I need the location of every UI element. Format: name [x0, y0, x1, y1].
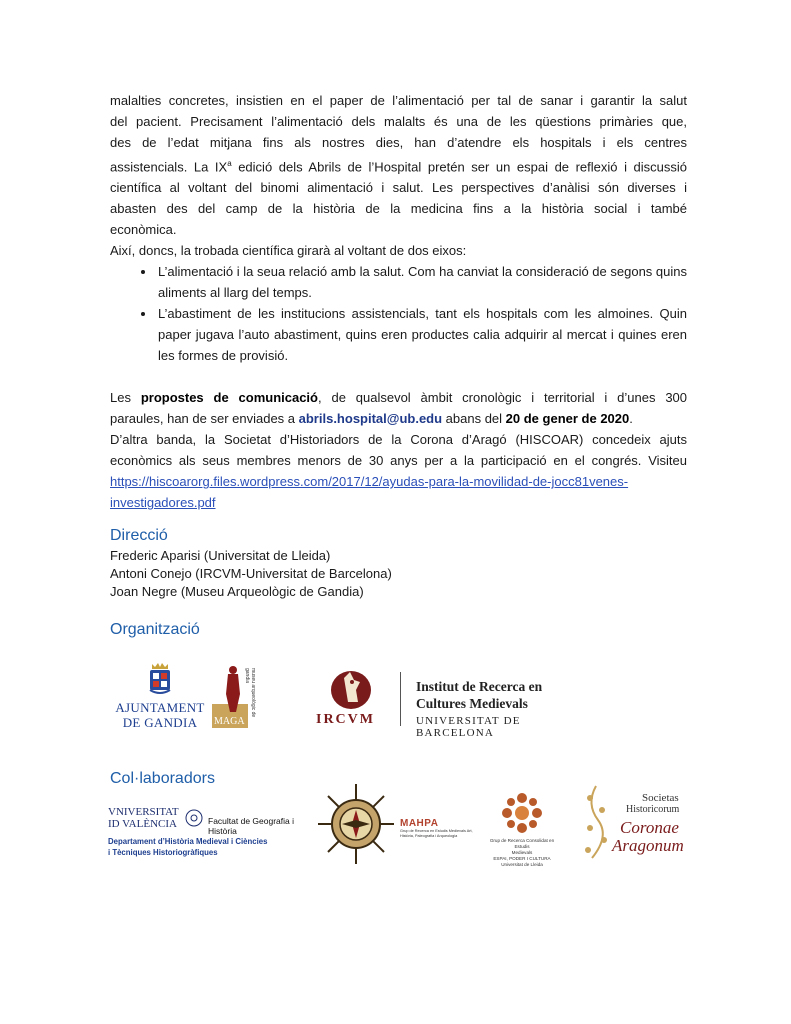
- body-line: des de l’edat mitjana fins als nostres dies, han d’atendre els hospitals i els centres: [110, 135, 687, 150]
- faculty-name: Facultat de Geografia i Història: [208, 816, 294, 836]
- ircvm-title-line2: Cultures Medievals: [416, 696, 528, 711]
- director-name: Antoni Conejo (IRCVM-Universitat de Barcelona): [110, 566, 392, 582]
- director-name: Joan Negre (Museu Arqueològic de Gandia): [110, 584, 364, 600]
- body-line: [110, 153, 687, 177]
- body-text: assistencials. La IX: [110, 159, 228, 175]
- soc-line1: Societas: [642, 792, 679, 804]
- ircvm-name: IRCVM: [316, 712, 375, 727]
- body-line: econòmica.: [110, 222, 177, 238]
- direccio-heading: Direcció: [110, 527, 168, 545]
- ajuntament-gandia-logo: [112, 662, 208, 732]
- uv-line1: VNIVERSITAT: [108, 806, 179, 818]
- maga-vertical-text: museu arqueològic de gandia: [244, 668, 256, 718]
- ornament-rosette-icon: [499, 790, 545, 836]
- dept-line2: i Tècniques Historiogràfiques: [108, 848, 218, 857]
- maga-text: MAGA: [214, 716, 245, 727]
- document-body: [110, 90, 687, 641]
- gandia-crest-icon: [146, 662, 174, 696]
- body-text: paraules, han de ser enviades a: [110, 411, 299, 427]
- axes-list: [110, 261, 687, 366]
- gandia-line2: DE GANDIA: [122, 715, 198, 730]
- body-line: D’altra banda, la Societat d’Historiadors de la Corona d’Aragó (HISCOAR) concedeix ajuts: [110, 432, 687, 448]
- proposals-paragraph: [110, 387, 687, 513]
- body-line: [110, 408, 687, 429]
- soc-line2: Historicorum: [626, 804, 680, 815]
- ircvm-title-line1: Institut de Recerca en: [416, 679, 543, 694]
- hiscoar-url-link-cont[interactable]: investigadores.pdf: [110, 495, 216, 511]
- body-line: del pacient. Precisament l’alimentació dels malalts és una de les qüestions primàries que,: [110, 114, 687, 129]
- compass-wheel-icon: [316, 782, 396, 866]
- mahpa-name: MAHPA: [400, 818, 439, 829]
- lleida-line2: Medievals: [511, 850, 533, 855]
- espai-poder-cultura-logo: [484, 790, 560, 867]
- direccio-list: [110, 547, 687, 601]
- mahpa-logo: [400, 818, 480, 842]
- colaboradors-heading: Col·laboradors: [110, 770, 215, 787]
- email-link[interactable]: abrils.hospital@ub.edu: [298, 411, 443, 427]
- intro-paragraph: [110, 90, 687, 261]
- universitat-valencia-logo: [108, 806, 313, 862]
- ircvm-logo: [312, 668, 602, 739]
- body-text: abans del: [442, 411, 506, 427]
- body-line: [110, 387, 687, 408]
- list-item: • L’abastiment de les institucions assistencials, tant els hospitals com les almoines. Quin paper jugava l’auto abastiment, quins eren productes calia adquirir al mercat i quines eren les formes de provisió.: [156, 303, 687, 366]
- gandia-line1: AJUNTAMENT: [115, 700, 205, 715]
- ircvm-emblem-icon: [320, 668, 382, 710]
- lleida-line1: Grup de Recerca Consolidat en Estudis: [489, 838, 555, 849]
- director-name: Frederic Aparisi (Universitat de Lleida): [110, 548, 331, 564]
- vine-ornament-icon: [576, 784, 616, 860]
- uv-line2: ID VALÈNCIA: [108, 818, 177, 830]
- uv-seal-icon: [184, 808, 204, 828]
- deadline-date: 20 de gener de 2020: [505, 411, 630, 427]
- hiscoar-url-link[interactable]: https://hiscoarorg.files.wordpress.com/2017/12/ayudas-para-la-movilidad-de-jocc81venes-: [110, 474, 629, 490]
- body-line: abasten des del camp de la història de la medicina fins a la història social i també: [110, 201, 687, 217]
- body-line: malalties concretes, insistien en el paper de l’alimentació per tal de sanar i garantir la salut: [110, 93, 687, 108]
- soc-line3: Coronae: [620, 818, 679, 837]
- lleida-line4: Universitat de Lleida: [501, 862, 543, 867]
- body-text: Les: [110, 390, 141, 406]
- proposals-highlight: propostes de comunicació: [140, 390, 318, 406]
- body-text: .: [629, 411, 633, 427]
- ircvm-university: UNIVERSITAT DE BARCELONA: [416, 715, 521, 739]
- body-line: científica al voltant del binomi alimentació i salut. Les perspectives d’anàlisi són diverses i: [110, 180, 687, 196]
- lleida-line3: ESPAI, PODER I CULTURA: [493, 856, 551, 861]
- soc-line4: Aragonum: [612, 836, 684, 855]
- maga-logo: [212, 664, 262, 728]
- dept-line1: Departament d’Història Medieval i Ciències: [108, 837, 268, 846]
- axes-intro: Així, doncs, la trobada científica girarà al voltant de dos eixos:: [110, 243, 467, 259]
- body-line: econòmics als seus membres menors de 30 anys per a la participació en el congrés. Visiteu: [110, 453, 687, 469]
- mahpa-subtitle: Grup de Recerca en Estudis Medievals Art, Història, Paleografia i Arqueologia: [400, 829, 473, 838]
- compass-rose-logo: [316, 782, 396, 866]
- superscript: a: [227, 159, 232, 168]
- body-text: , de qualsevol àmbit cronològic i territorial i d’unes 300: [318, 390, 688, 406]
- societas-historicorum-logo: [576, 784, 686, 860]
- body-text: edició dels Abrils de l’Hospital pretén ser un espai de reflexió i discussió: [231, 159, 687, 175]
- organitzacio-heading: Organització: [110, 621, 200, 639]
- list-item: • L’alimentació i la seua relació amb la salut. Com ha canviat la consideració de segons quins aliments al llarg del temps.: [156, 261, 687, 303]
